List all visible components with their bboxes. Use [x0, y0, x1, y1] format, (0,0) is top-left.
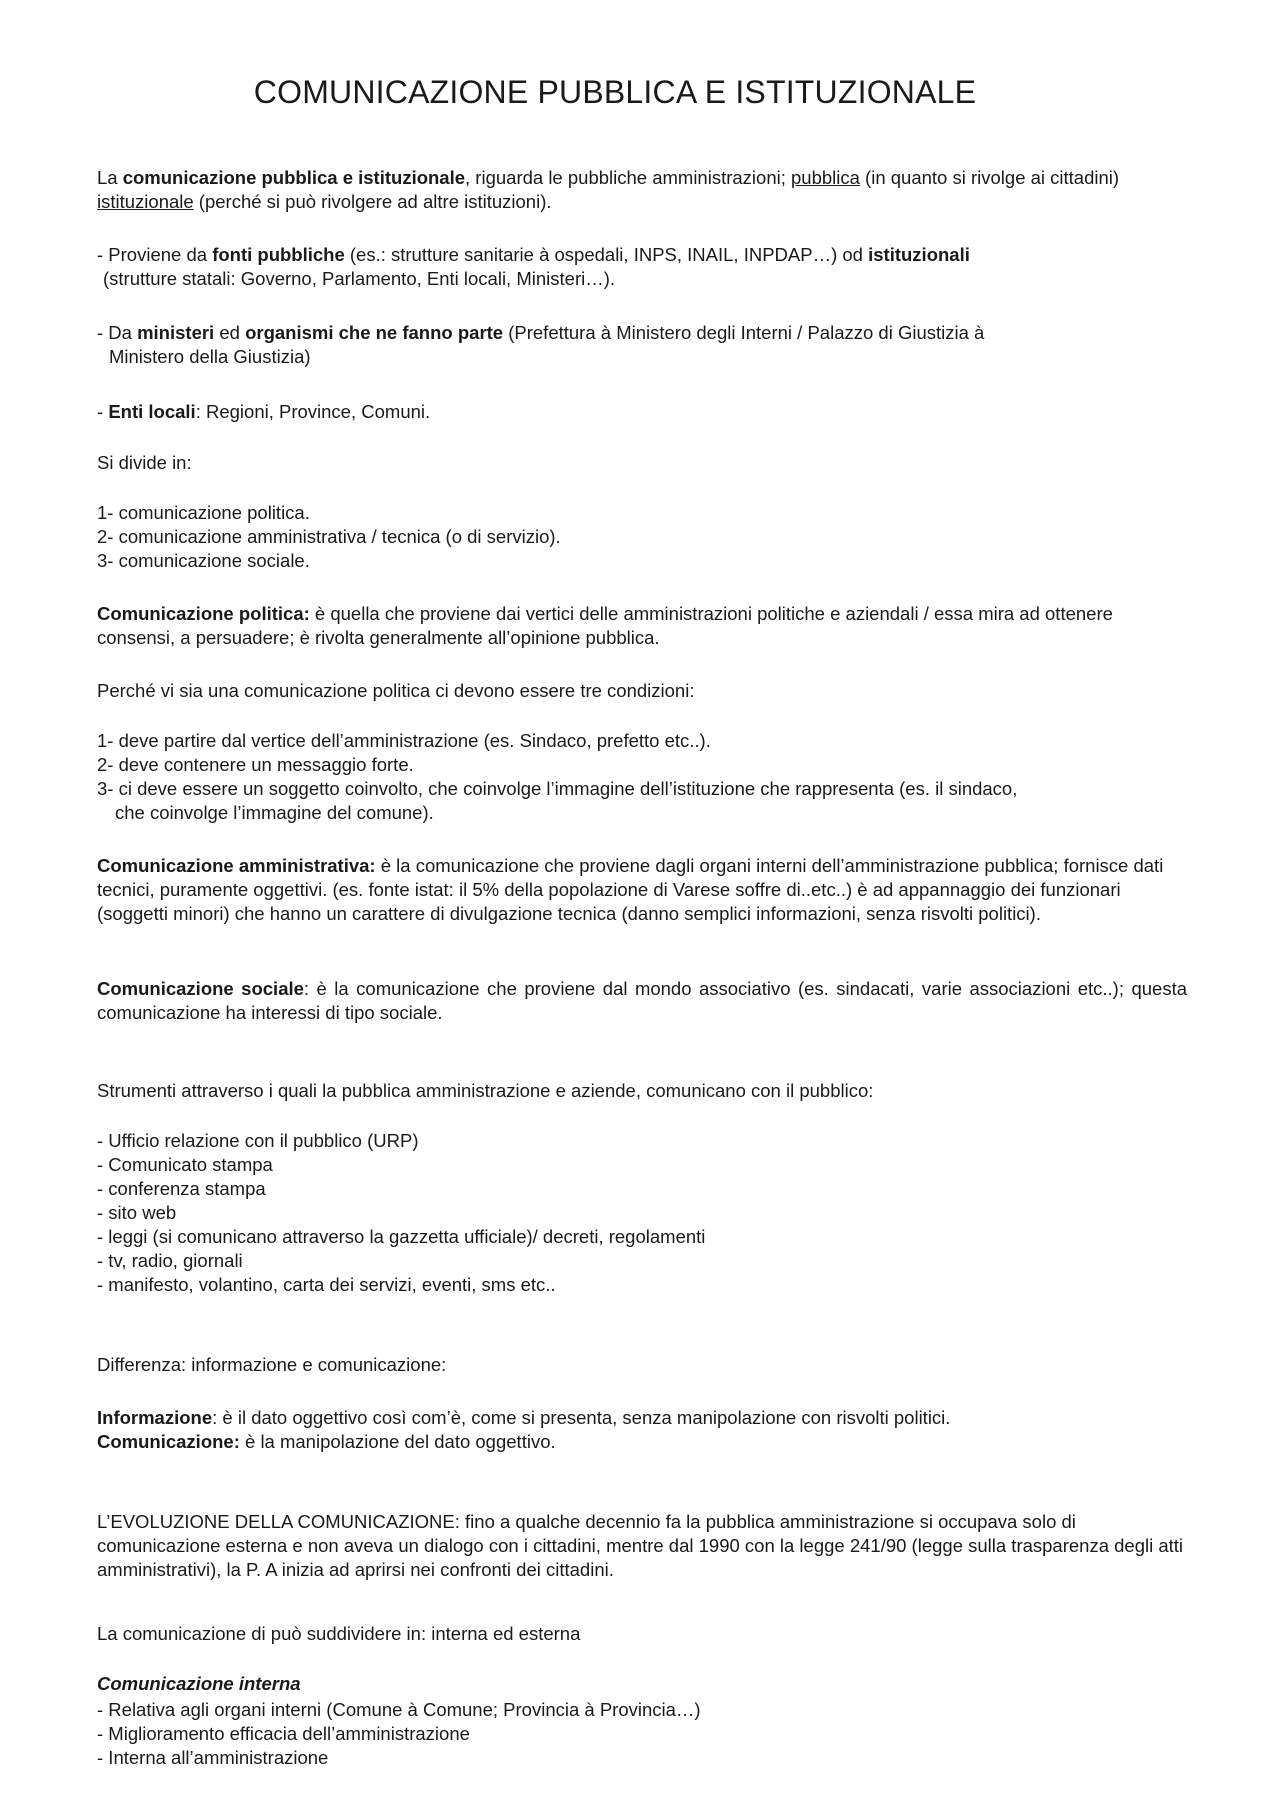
list-item: - Ufficio relazione con il pubblico (URP): [97, 1130, 419, 1151]
list-item: - conferenza stampa: [97, 1178, 266, 1199]
list-item: - Interna all’amministrazione: [97, 1747, 329, 1768]
intro-paragraph: La comunicazione pubblica e istituzionale, riguarda le pubbliche amministrazioni; pubblica (in quanto si rivolge ai cittadini) istituzionale (perché si può rivolgere ad altre istituzioni).: [97, 167, 1120, 212]
list-item: - sito web: [97, 1202, 177, 1223]
list-item: - tv, radio, giornali: [97, 1250, 243, 1271]
condizioni-intro-text: Perché vi sia una comunicazione politica ci devono essere tre condizioni:: [97, 680, 695, 701]
document-title: COMUNICAZIONE PUBBLICA E ISTITUZIONALE: [253, 74, 977, 110]
list-item: 3- ci deve essere un soggetto coinvolto, che coinvolge l’immagine dell’istituzione che rappresenta (es. il sindaco,: [97, 778, 1018, 799]
list-item: 1- comunicazione politica.: [97, 502, 310, 523]
interna-list: [97, 1698, 1187, 1770]
si-divide-text: Si divide in:: [97, 452, 192, 473]
sociale-paragraph: Comunicazione sociale: è la comunicazione che proviene dal mondo associativo (es. sindacati, varie associazioni etc..); questa comunicazione ha interessi di tipo sociale.: [97, 978, 1187, 1023]
list-item: - Relativa agli organi interni (Comune à Comune; Provincia à Provincia…): [97, 1699, 701, 1720]
evoluzione-paragraph: L’EVOLUZIONE DELLA COMUNICAZIONE: fino a qualche decennio fa la pubblica amministrazione si occupava solo di comunicazione esterna e non aveva un dialogo con i cittadini, mentre dal 1990 con la legge 241/90 (legge sulla trasparenza degli atti amministrativi), la P. A inizia ad aprirsi nei confronti dei cittadini.: [97, 1511, 1184, 1580]
strumenti-intro-text: Strumenti attraverso i quali la pubblica amministrazione e aziende, comunicano con il pubblico:: [97, 1080, 874, 1101]
list-item: 2- deve contenere un messaggio forte.: [97, 754, 414, 775]
definizioni-block: Informazione: è il dato oggettivo così com’è, come si presenta, senza manipolazione con risvolti politici. Comunicazione: è la manipolazione del dato oggettivo.: [97, 1407, 951, 1452]
condizioni-list: 1- deve partire dal vertice dell’amministrazione (es. Sindaco, prefetto etc..). 2- deve contenere un messaggio forte. 3- ci deve essere un soggetto coinvolto, che coinvolge l’immagine dell’istituzione che rappresenta (es. il sindaco, che coinvolge l’immagine del comune).: [97, 729, 1187, 825]
list-item: - manifesto, volantino, carta dei servizi, eventi, sms etc..: [97, 1274, 556, 1295]
list-item: 2- comunicazione amministrativa / tecnica (o di servizio).: [97, 526, 561, 547]
ministeri-paragraph: - Da ministeri ed organismi che ne fanno parte (Prefettura à Ministero degli Interni / Palazzo di Giustizia à Ministero della Giustizia): [97, 322, 985, 367]
divisioni-list: [97, 501, 1187, 573]
politica-paragraph: Comunicazione politica: è quella che proviene dai vertici delle amministrazioni politiche e aziendali / essa mira ad ottenere consensi, a persuadere; è rivolta generalmente all’opinione pubblica.: [97, 603, 1113, 648]
enti-paragraph: - Enti locali: Regioni, Province, Comuni.: [97, 401, 431, 422]
amministrativa-paragraph: Comunicazione amministrativa: è la comunicazione che proviene dagli organi interni dell’amministrazione pubblica; fornisce dati tecnici, puramente oggettivi. (es. fonte istat: il 5% della popolazione di Varese soffre di..etc..) è ad appannaggio dei funzionari (soggetti minori) che hanno un carattere di divulgazione tecnica (danno semplici informazioni, senza risvolti politici).: [97, 855, 1164, 924]
strumenti-list: [97, 1129, 1187, 1297]
list-item: 3- comunicazione sociale.: [97, 550, 310, 571]
suddividere-text: La comunicazione di può suddividere in: interna ed esterna: [97, 1623, 581, 1644]
fonti-paragraph: - Proviene da fonti pubbliche (es.: strutture sanitarie à ospedali, INPS, INAIL, INPDAP…) od istituzionali (strutture statali: Governo, Parlamento, Enti locali, Ministeri…).: [97, 244, 970, 289]
list-item: - Comunicato stampa: [97, 1154, 273, 1175]
list-item: - leggi (si comunicano attraverso la gazzetta ufficiale)/ decreti, regolamenti: [97, 1226, 706, 1247]
interna-heading: Comunicazione interna: [97, 1673, 301, 1694]
list-item: 1- deve partire dal vertice dell’amministrazione (es. Sindaco, prefetto etc..).: [97, 730, 711, 751]
list-item: - Miglioramento efficacia dell’amministrazione: [97, 1723, 470, 1744]
differenza-text: Differenza: informazione e comunicazione:: [97, 1354, 447, 1375]
